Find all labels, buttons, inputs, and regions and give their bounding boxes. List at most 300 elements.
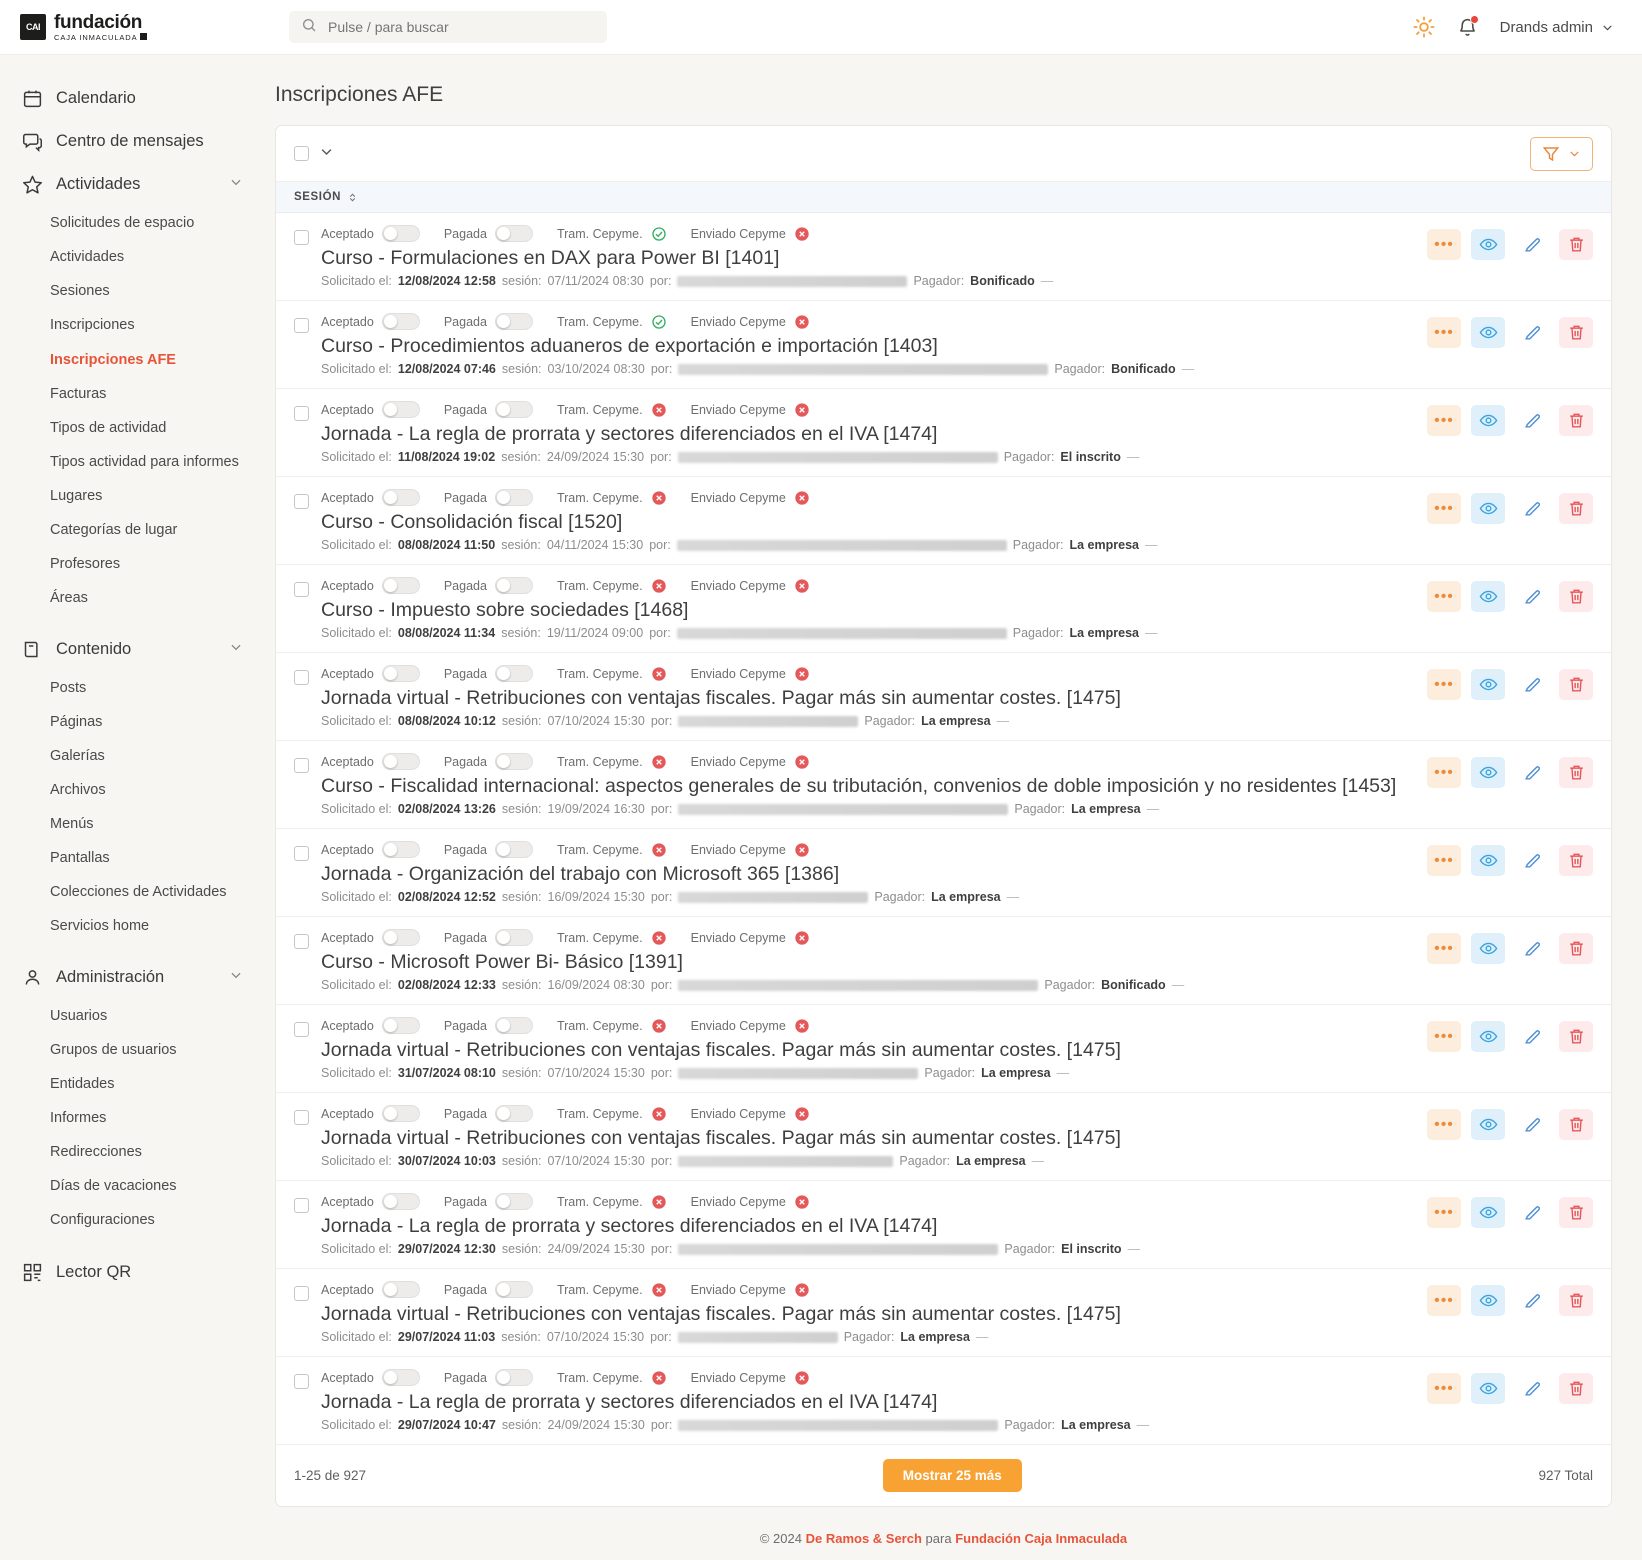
sidebar-item-profesores[interactable]: Profesores	[50, 556, 121, 573]
edit-icon[interactable]	[1515, 1285, 1549, 1316]
sidebar-label: Centro de mensajes	[56, 132, 204, 150]
sidebar-item-tipos-de-actividad[interactable]: Tipos de actividad	[50, 419, 167, 436]
pagada-toggle[interactable]	[495, 841, 533, 858]
por-label: por:	[650, 1154, 673, 1168]
pagada-toggle[interactable]	[495, 1369, 533, 1386]
solicitado-value: 02/08/2024 12:52	[397, 890, 496, 904]
sesion-value: 07/10/2024 15:30	[547, 1154, 645, 1168]
sidebar-item-usuarios[interactable]: Usuarios	[50, 1007, 108, 1024]
pagada-toggle[interactable]	[495, 1105, 533, 1122]
brand-mark-icon: CAI	[20, 14, 46, 40]
table-row[interactable]	[276, 829, 1611, 917]
row-meta	[321, 1418, 1413, 1432]
pagada-toggle[interactable]	[495, 1281, 533, 1298]
pagada-label: Pagada	[443, 666, 487, 681]
pagador-label: Pagador:	[874, 890, 926, 904]
pagador-value: La empresa	[1069, 626, 1139, 640]
view-icon[interactable]	[1471, 1197, 1505, 1228]
edit-icon[interactable]	[1515, 1197, 1549, 1228]
sidebar-item-centro-de-mensajes[interactable]	[0, 120, 265, 163]
view-icon[interactable]	[1471, 581, 1505, 612]
tram-cepyme-status-icon	[651, 1194, 667, 1210]
delete-icon[interactable]	[1559, 933, 1593, 964]
sidebar-item-lugares[interactable]: Lugares	[50, 488, 103, 504]
more-actions-icon[interactable]: •••	[1427, 1021, 1461, 1052]
sidebar-item-tipos-actividad-para-informes[interactable]: Tipos actividad para informes	[50, 453, 239, 470]
solicitado-value: 31/07/2024 08:10	[397, 1066, 496, 1080]
sesion-value: 16/09/2024 08:30	[547, 978, 645, 992]
row-meta	[321, 890, 1413, 904]
aceptado-toggle[interactable]	[382, 401, 420, 418]
pagada-label: Pagada	[443, 754, 487, 769]
por-value-redacted	[678, 892, 868, 903]
bell-icon[interactable]	[1457, 17, 1478, 38]
footer-client-link[interactable]: Fundación Caja Inmaculada	[955, 1531, 1128, 1546]
aceptado-label: Aceptado	[321, 1282, 374, 1297]
aceptado-label: Aceptado	[321, 402, 374, 417]
table-row[interactable]	[276, 1005, 1611, 1093]
brand-square-icon	[140, 33, 147, 40]
aceptado-toggle[interactable]	[382, 1369, 420, 1386]
meta-dash: —	[975, 1330, 989, 1344]
row-body	[321, 225, 1413, 288]
sidebar-item-calendario[interactable]	[0, 77, 265, 120]
sidebar-item-actividades[interactable]: Actividades	[50, 249, 125, 266]
tram-cepyme-label: Tram. Cepyme.	[556, 490, 643, 505]
por-label: por:	[650, 714, 673, 728]
por-label: por:	[649, 274, 672, 288]
meta-dash: —	[1136, 1418, 1150, 1432]
aceptado-toggle[interactable]	[382, 1281, 420, 1298]
more-actions-icon[interactable]: •••	[1427, 581, 1461, 612]
sidebar-item-entidades[interactable]: Entidades	[50, 1075, 115, 1092]
view-icon[interactable]	[1471, 1021, 1505, 1052]
solicitado-label: Solicitado el:	[321, 714, 392, 728]
delete-icon[interactable]	[1559, 1373, 1593, 1404]
row-checkbox[interactable]	[294, 934, 309, 949]
row-checkbox[interactable]	[294, 318, 309, 333]
pagador-value: La empresa	[1071, 802, 1141, 816]
view-icon[interactable]	[1471, 669, 1505, 700]
row-title[interactable]: Curso - Procedimientos aduaneros de exportación e importación [1403]	[321, 335, 938, 357]
meta-dash: —	[1126, 450, 1140, 464]
sesion-label: sesión:	[501, 1242, 542, 1256]
footer-company-link[interactable]: De Ramos & Serch	[805, 1531, 922, 1546]
row-title[interactable]: Curso - Consolidación fiscal [1520]	[321, 511, 623, 533]
delete-icon[interactable]	[1559, 581, 1593, 612]
table-row[interactable]	[276, 301, 1611, 389]
edit-icon[interactable]	[1515, 757, 1549, 788]
row-meta	[321, 1330, 1413, 1344]
sesion-label: sesión:	[501, 274, 542, 288]
view-icon[interactable]	[1471, 845, 1505, 876]
search-input[interactable]	[326, 18, 595, 36]
row-title[interactable]: Jornada - Organización del trabajo con Microsoft 365 [1386]	[321, 863, 840, 885]
por-label: por:	[650, 1418, 673, 1432]
aceptado-label: Aceptado	[321, 1018, 374, 1033]
table-row[interactable]	[276, 917, 1611, 1005]
user-menu[interactable]	[1500, 19, 1614, 36]
pagada-label: Pagada	[443, 1106, 487, 1121]
pagada-toggle[interactable]	[495, 313, 533, 330]
aceptado-toggle[interactable]	[382, 489, 420, 506]
por-label: por:	[650, 1330, 672, 1344]
view-icon[interactable]	[1471, 493, 1505, 524]
edit-icon[interactable]	[1515, 405, 1549, 436]
more-actions-icon[interactable]: •••	[1427, 229, 1461, 260]
solicitado-value: 02/08/2024 12:33	[397, 978, 496, 992]
select-all-checkbox[interactable]	[294, 146, 309, 161]
aceptado-toggle[interactable]	[382, 313, 420, 330]
pagada-toggle[interactable]	[495, 929, 533, 946]
more-actions-icon[interactable]: •••	[1427, 933, 1461, 964]
pagador-value: Bonificado	[970, 274, 1035, 288]
sesion-label: sesión:	[501, 1330, 541, 1344]
more-actions-icon[interactable]: •••	[1427, 1285, 1461, 1316]
more-actions-icon[interactable]: •••	[1427, 757, 1461, 788]
pagador-label: Pagador:	[1014, 802, 1066, 816]
delete-icon[interactable]	[1559, 405, 1593, 436]
table-row[interactable]	[276, 477, 1611, 565]
enviado-cepyme-label: Enviado Cepyme	[690, 402, 786, 417]
sesion-label: sesión:	[501, 626, 541, 640]
row-title[interactable]: Curso - Impuesto sobre sociedades [1468]	[321, 599, 689, 621]
more-actions-icon[interactable]: •••	[1427, 845, 1461, 876]
pagada-toggle[interactable]	[495, 225, 533, 242]
sidebar-item-galerias[interactable]: Galerías	[50, 747, 105, 764]
solicitado-label: Solicitado el:	[321, 802, 392, 816]
row-title[interactable]: Jornada virtual - Retribuciones con ventajas fiscales. Pagar más sin aumentar costes. [1475]	[321, 1127, 1121, 1149]
sesion-label: sesión:	[501, 802, 542, 816]
row-flags	[321, 1281, 1413, 1298]
sidebar-item-paginas[interactable]: Páginas	[50, 713, 103, 730]
tram-cepyme-status-icon	[651, 754, 667, 770]
sidebar-item-inscripciones-afe[interactable]: Inscripciones AFE	[50, 351, 176, 368]
aceptado-toggle[interactable]	[382, 753, 420, 770]
enviado-cepyme-status-icon	[794, 226, 810, 242]
pagination-range: 1-25 de 927	[294, 1468, 367, 1483]
pagada-toggle[interactable]	[495, 577, 533, 594]
edit-icon[interactable]	[1515, 493, 1549, 524]
pagada-toggle[interactable]	[495, 401, 533, 418]
sesion-value: 03/10/2024 08:30	[547, 362, 645, 376]
sidebar-item-inscripciones[interactable]: Inscripciones	[50, 317, 135, 334]
row-checkbox[interactable]	[294, 406, 309, 421]
view-icon[interactable]	[1471, 1285, 1505, 1316]
aceptado-toggle[interactable]	[382, 841, 420, 858]
solicitado-value: 12/08/2024 12:58	[397, 274, 496, 288]
sesion-value: 19/11/2024 09:00	[546, 626, 644, 640]
pagada-toggle[interactable]	[495, 665, 533, 682]
row-checkbox[interactable]	[294, 1022, 309, 1037]
solicitado-label: Solicitado el:	[321, 1418, 392, 1432]
view-icon[interactable]	[1471, 405, 1505, 436]
table-row[interactable]	[276, 1181, 1611, 1269]
chevron-down-icon	[229, 968, 243, 987]
row-checkbox[interactable]	[294, 846, 309, 861]
filter-icon	[1542, 145, 1560, 163]
delete-icon[interactable]	[1559, 669, 1593, 700]
enviado-cepyme-status-icon	[794, 578, 810, 594]
view-icon[interactable]	[1471, 229, 1505, 260]
delete-icon[interactable]	[1559, 1197, 1593, 1228]
enviado-cepyme-label: Enviado Cepyme	[690, 842, 786, 857]
solicitado-label: Solicitado el:	[321, 1154, 392, 1168]
por-label: por:	[650, 362, 673, 376]
aceptado-toggle[interactable]	[382, 577, 420, 594]
row-body	[321, 665, 1413, 728]
more-actions-icon[interactable]: •••	[1427, 405, 1461, 436]
sesion-value: 24/09/2024 15:30	[547, 1242, 645, 1256]
table-row[interactable]	[276, 1269, 1611, 1357]
sidebar-item-servicios-home[interactable]: Servicios home	[50, 918, 150, 935]
column-header-sesion[interactable]	[276, 182, 1611, 213]
sesion-label: sesión:	[501, 1418, 542, 1432]
pagador-value: La empresa	[931, 890, 1001, 904]
delete-icon[interactable]	[1559, 1285, 1593, 1316]
meta-dash: —	[996, 714, 1010, 728]
solicitado-label: Solicitado el:	[321, 1242, 392, 1256]
view-icon[interactable]	[1471, 933, 1505, 964]
table-row[interactable]	[276, 653, 1611, 741]
aceptado-toggle[interactable]	[382, 929, 420, 946]
row-body	[321, 401, 1413, 464]
sidebar-group-contenido[interactable]	[0, 628, 265, 671]
pagada-label: Pagada	[443, 1370, 487, 1385]
aceptado-label: Aceptado	[321, 490, 374, 505]
row-actions	[1427, 753, 1593, 788]
sidebar-group-actividades[interactable]	[0, 163, 265, 206]
view-icon[interactable]	[1471, 1373, 1505, 1404]
sidebar-item-archivos[interactable]: Archivos	[50, 781, 106, 798]
edit-icon[interactable]	[1515, 1021, 1549, 1052]
tram-cepyme-status-icon	[651, 314, 667, 330]
enviado-cepyme-status-icon	[794, 1018, 810, 1034]
total-count: 927 Total	[1538, 1468, 1593, 1483]
enviado-cepyme-label: Enviado Cepyme	[690, 1370, 786, 1385]
bulk-actions-chevron-down-icon[interactable]	[319, 144, 334, 164]
pagador-label: Pagador:	[1003, 450, 1055, 464]
sidebar-item-menus[interactable]: Menús	[50, 816, 94, 832]
pagada-toggle[interactable]	[495, 1193, 533, 1210]
pagada-toggle[interactable]	[495, 753, 533, 770]
tram-cepyme-label: Tram. Cepyme.	[556, 1282, 643, 1297]
table-row[interactable]	[276, 565, 1611, 653]
sidebar-item-informes[interactable]: Informes	[50, 1109, 107, 1126]
pagador-label: Pagador:	[1044, 978, 1096, 992]
enviado-cepyme-status-icon	[794, 1106, 810, 1122]
row-flags	[321, 929, 1413, 946]
row-flags	[321, 665, 1413, 682]
delete-icon[interactable]	[1559, 229, 1593, 260]
search-box[interactable]	[289, 11, 607, 43]
tram-cepyme-status-icon	[651, 402, 667, 418]
delete-icon[interactable]	[1559, 317, 1593, 348]
row-flags	[321, 1369, 1413, 1386]
table-row[interactable]	[276, 389, 1611, 477]
copyright: © 2024	[759, 1531, 802, 1546]
edit-icon[interactable]	[1515, 1373, 1549, 1404]
row-checkbox[interactable]	[294, 1286, 309, 1301]
sidebar-item-lector-qr[interactable]	[0, 1251, 265, 1294]
rows-container	[276, 213, 1611, 1444]
row-title[interactable]: Jornada - La regla de prorrata y sectores diferenciados en el IVA [1474]	[321, 1391, 938, 1413]
row-meta	[321, 1242, 1413, 1256]
table-row[interactable]	[276, 1093, 1611, 1181]
more-actions-icon[interactable]: •••	[1427, 1373, 1461, 1404]
solicitado-value: 08/08/2024 11:50	[397, 538, 496, 552]
edit-icon[interactable]	[1515, 581, 1549, 612]
aceptado-toggle[interactable]	[382, 225, 420, 242]
tram-cepyme-label: Tram. Cepyme.	[556, 930, 643, 945]
pagador-value: El inscrito	[1060, 450, 1121, 464]
tram-cepyme-status-icon	[651, 666, 667, 682]
table-row[interactable]	[276, 1357, 1611, 1444]
delete-icon[interactable]	[1559, 757, 1593, 788]
por-label: por:	[650, 802, 673, 816]
tram-cepyme-status-icon	[651, 1370, 667, 1386]
por-label: por:	[650, 978, 673, 992]
table-row[interactable]	[276, 213, 1611, 301]
enviado-cepyme-status-icon	[794, 490, 810, 506]
chevron-down-icon	[229, 640, 243, 659]
brand-logo[interactable]	[0, 13, 265, 42]
filter-button[interactable]	[1530, 137, 1593, 171]
delete-icon[interactable]	[1559, 845, 1593, 876]
sidebar-item-solicitudes-de-espacio[interactable]: Solicitudes de espacio	[50, 215, 195, 231]
por-value-redacted	[678, 1244, 998, 1255]
aceptado-toggle[interactable]	[382, 1193, 420, 1210]
row-title[interactable]: Jornada virtual - Retribuciones con ventajas fiscales. Pagar más sin aumentar costes. [1475]	[321, 687, 1121, 709]
pagada-label: Pagada	[443, 226, 487, 241]
por-label: por:	[650, 1242, 673, 1256]
meta-dash: —	[1144, 538, 1158, 552]
row-checkbox[interactable]	[294, 758, 309, 773]
delete-icon[interactable]	[1559, 1109, 1593, 1140]
edit-icon[interactable]	[1515, 317, 1549, 348]
aceptado-toggle[interactable]	[382, 665, 420, 682]
pagada-label: Pagada	[443, 1194, 487, 1209]
pagada-toggle[interactable]	[495, 489, 533, 506]
edit-icon[interactable]	[1515, 229, 1549, 260]
aceptado-toggle[interactable]	[382, 1105, 420, 1122]
sesion-label: sesión:	[501, 890, 542, 904]
view-icon[interactable]	[1471, 317, 1505, 348]
pagador-value: Bonificado	[1101, 978, 1166, 992]
sidebar-item-colecciones-de-actividades[interactable]: Colecciones de Actividades	[50, 884, 227, 901]
row-title[interactable]: Jornada - La regla de prorrata y sectores diferenciados en el IVA [1474]	[321, 1215, 938, 1237]
sesion-label: sesión:	[501, 450, 541, 464]
enviado-cepyme-label: Enviado Cepyme	[690, 1194, 786, 1209]
edit-icon[interactable]	[1515, 933, 1549, 964]
sidebar-item-dias-de-vacaciones[interactable]: Días de vacaciones	[50, 1178, 177, 1195]
sun-icon[interactable]	[1413, 16, 1435, 38]
sidebar-item-posts[interactable]: Posts	[50, 679, 87, 696]
sesion-value: 07/10/2024 15:30	[547, 1066, 645, 1080]
row-title[interactable]: Jornada virtual - Retribuciones con ventajas fiscales. Pagar más sin aumentar costes. [1475]	[321, 1039, 1121, 1061]
tram-cepyme-status-icon	[651, 578, 667, 594]
sidebar-item-redirecciones[interactable]: Redirecciones	[50, 1144, 142, 1160]
tram-cepyme-status-icon	[651, 226, 667, 242]
row-body	[321, 1193, 1413, 1256]
more-actions-icon[interactable]: •••	[1427, 317, 1461, 348]
row-title[interactable]: Curso - Fiscalidad internacional: aspectos generales de su tributación, convenios de doble imposición y no residentes [1453]	[321, 775, 1397, 797]
more-actions-icon[interactable]: •••	[1427, 669, 1461, 700]
row-checkbox[interactable]	[294, 1374, 309, 1389]
solicitado-value: 08/08/2024 11:34	[397, 626, 496, 640]
sidebar-item-grupos-de-usuarios[interactable]: Grupos de usuarios	[50, 1041, 177, 1058]
row-title[interactable]: Jornada - La regla de prorrata y sectores diferenciados en el IVA [1474]	[321, 423, 938, 445]
table-row[interactable]	[276, 741, 1611, 829]
tram-cepyme-label: Tram. Cepyme.	[556, 1106, 643, 1121]
row-title[interactable]: Curso - Formulaciones en DAX para Power BI [1401]	[321, 247, 780, 269]
row-actions	[1427, 401, 1593, 436]
show-more-button[interactable]: Mostrar 25 más	[883, 1459, 1022, 1492]
delete-icon[interactable]	[1559, 493, 1593, 524]
row-checkbox[interactable]	[294, 230, 309, 245]
row-meta	[321, 538, 1413, 552]
sidebar-label: Lector QR	[56, 1263, 132, 1282]
aceptado-label: Aceptado	[321, 1106, 374, 1121]
sesion-value: 07/10/2024 15:30	[547, 714, 645, 728]
tram-cepyme-status-icon	[651, 1018, 667, 1034]
view-icon[interactable]	[1471, 757, 1505, 788]
edit-icon[interactable]	[1515, 845, 1549, 876]
brand-name: fundación	[54, 11, 143, 33]
row-checkbox[interactable]	[294, 1110, 309, 1125]
row-checkbox[interactable]	[294, 494, 309, 509]
por-value-redacted	[678, 1156, 893, 1167]
row-meta	[321, 1066, 1413, 1080]
row-flags	[321, 225, 1413, 242]
pagador-value: La empresa	[921, 714, 991, 728]
sidebar-item-categorias-de-lugar[interactable]: Categorías de lugar	[50, 522, 178, 539]
row-checkbox[interactable]	[294, 1198, 309, 1213]
sidebar-item-facturas[interactable]: Facturas	[50, 385, 107, 402]
meta-dash: —	[1181, 362, 1195, 376]
pagador-label: Pagador:	[1004, 1242, 1056, 1256]
solicitado-label: Solicitado el:	[321, 538, 392, 552]
delete-icon[interactable]	[1559, 1021, 1593, 1052]
pagada-toggle[interactable]	[495, 1017, 533, 1034]
edit-icon[interactable]	[1515, 1109, 1549, 1140]
sidebar-item-pantallas[interactable]: Pantallas	[50, 850, 110, 867]
sidebar-item-areas[interactable]: Áreas	[50, 590, 88, 607]
sesion-label: sesión:	[501, 1154, 542, 1168]
row-title[interactable]: Jornada virtual - Retribuciones con ventajas fiscales. Pagar más sin aumentar costes. [1475]	[321, 1303, 1121, 1325]
row-checkbox[interactable]	[294, 670, 309, 685]
sidebar-group-administracion[interactable]	[0, 956, 265, 999]
aceptado-toggle[interactable]	[382, 1017, 420, 1034]
por-value-redacted	[678, 980, 1038, 991]
sidebar-item-sesiones[interactable]: Sesiones	[50, 283, 110, 300]
row-flags	[321, 1105, 1413, 1122]
edit-icon[interactable]	[1515, 669, 1549, 700]
solicitado-label: Solicitado el:	[321, 1330, 392, 1344]
top-bar	[0, 0, 1642, 55]
more-actions-icon[interactable]: •••	[1427, 1197, 1461, 1228]
more-actions-icon[interactable]: •••	[1427, 493, 1461, 524]
more-actions-icon[interactable]: •••	[1427, 1109, 1461, 1140]
enviado-cepyme-status-icon	[794, 842, 810, 858]
row-title[interactable]: Curso - Microsoft Power Bi- Básico [1391]	[321, 951, 683, 973]
card-toolbar	[276, 126, 1611, 182]
sidebar-item-configuraciones[interactable]: Configuraciones	[50, 1212, 155, 1229]
row-checkbox[interactable]	[294, 582, 309, 597]
tram-cepyme-label: Tram. Cepyme.	[556, 1194, 643, 1209]
view-icon[interactable]	[1471, 1109, 1505, 1140]
row-actions	[1427, 577, 1593, 612]
